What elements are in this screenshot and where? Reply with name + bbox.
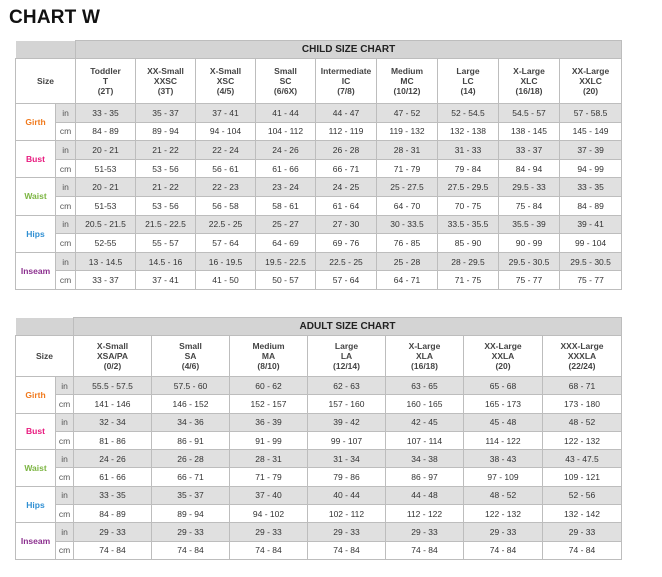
table-cell: 43 - 47.5 xyxy=(543,450,622,468)
size-column-header xyxy=(386,336,464,377)
table-cell: 89 - 94 xyxy=(136,122,196,141)
table-cell: 84 - 94 xyxy=(499,159,560,178)
table-cell: 132 - 138 xyxy=(438,122,499,141)
table-cell: 14.5 - 16 xyxy=(136,252,196,271)
unit-label: in xyxy=(56,178,76,197)
unit-label: cm xyxy=(56,505,74,523)
table-cell: 34 - 38 xyxy=(386,450,464,468)
size-column-l1: XXX-Large xyxy=(560,341,604,351)
table-cell: 56 - 58 xyxy=(196,196,256,215)
table-cell: 86 - 91 xyxy=(152,431,230,449)
size-column-l2: SA xyxy=(184,351,197,361)
table-cell: 24 - 26 xyxy=(74,450,152,468)
table-cell: 23 - 24 xyxy=(256,178,316,197)
table-cell: 74 - 84 xyxy=(386,541,464,559)
table-cell: 13 - 14.5 xyxy=(76,252,136,271)
table-cell: 16 - 19.5 xyxy=(196,252,256,271)
size-column-l1: XX-Small xyxy=(147,66,184,76)
table-cell: 33 - 37 xyxy=(499,141,560,160)
measure-row xyxy=(16,413,622,431)
size-column-header xyxy=(464,336,543,377)
size-column-l3: (16/18) xyxy=(515,86,543,96)
table-cell: 97 - 109 xyxy=(464,468,543,486)
unit-label: cm xyxy=(56,159,76,178)
size-column-header xyxy=(76,59,136,104)
size-column-l1: Small xyxy=(274,66,297,76)
table-cell: 37 - 40 xyxy=(230,486,308,504)
table-cell: 51-53 xyxy=(76,159,136,178)
table-cell: 61 - 66 xyxy=(256,159,316,178)
table-cell: 29 - 33 xyxy=(152,523,230,541)
table-cell: 24 - 25 xyxy=(316,178,377,197)
measure-row xyxy=(16,523,622,541)
measure-label-hips: Hips xyxy=(16,215,56,252)
table-cell: 79 - 86 xyxy=(308,468,386,486)
table-cell: 146 - 152 xyxy=(152,395,230,413)
table-cell: 26 - 28 xyxy=(152,450,230,468)
unit-label: in xyxy=(56,252,76,271)
size-column-l3: (20) xyxy=(583,86,599,96)
size-column-l3: (4/5) xyxy=(216,86,235,96)
size-column-l2: XLC xyxy=(520,76,538,86)
measure-row xyxy=(16,486,622,504)
table-cell: 24 - 26 xyxy=(256,141,316,160)
size-column-l2: XXSC xyxy=(153,76,178,86)
table-cell: 99 - 104 xyxy=(560,234,622,253)
table-cell: 40 - 44 xyxy=(308,486,386,504)
table-cell: 54.5 - 57 xyxy=(499,104,560,123)
size-column-l1: X-Small xyxy=(209,66,242,76)
table-cell: 55.5 - 57.5 xyxy=(74,377,152,395)
table-cell: 21 - 22 xyxy=(136,178,196,197)
size-column-l3: (0/2) xyxy=(103,361,122,371)
measure-row xyxy=(16,395,622,413)
table-cell: 66 - 71 xyxy=(152,468,230,486)
measure-row xyxy=(16,196,622,215)
table-cell: 160 - 165 xyxy=(386,395,464,413)
table-cell: 52 - 54.5 xyxy=(438,104,499,123)
size-column-l3: (3T) xyxy=(157,86,174,96)
table-cell: 27 - 30 xyxy=(316,215,377,234)
table-cell: 19.5 - 22.5 xyxy=(256,252,316,271)
size-column-l3: (22/24) xyxy=(568,361,596,371)
table-cell: 75 - 84 xyxy=(499,196,560,215)
table-cell: 25 - 27 xyxy=(256,215,316,234)
table-cell: 28 - 29.5 xyxy=(438,252,499,271)
measure-row xyxy=(16,450,622,468)
size-column-header xyxy=(543,336,622,377)
size-column-header xyxy=(316,59,377,104)
table-cell: 33 - 35 xyxy=(76,104,136,123)
table-cell: 69 - 76 xyxy=(316,234,377,253)
table-cell: 165 - 173 xyxy=(464,395,543,413)
size-column-l1: X-Large xyxy=(408,341,441,351)
table-cell: 132 - 142 xyxy=(543,505,622,523)
measure-row xyxy=(16,377,622,395)
size-column-l1: Toddler xyxy=(90,66,121,76)
size-column-header xyxy=(560,59,622,104)
table-cell: 36 - 39 xyxy=(230,413,308,431)
table-cell: 91 - 99 xyxy=(230,431,308,449)
table-cell: 26 - 28 xyxy=(316,141,377,160)
table-cell: 47 - 52 xyxy=(377,104,438,123)
table-cell: 31 - 33 xyxy=(438,141,499,160)
table-cell: 138 - 145 xyxy=(499,122,560,141)
size-column-l2: XSC xyxy=(216,76,235,86)
size-column-header xyxy=(377,59,438,104)
size-column-l2: LA xyxy=(340,351,353,361)
table-cell: 35 - 37 xyxy=(152,486,230,504)
table-cell: 45 - 48 xyxy=(464,413,543,431)
size-column-l2: T xyxy=(102,76,109,86)
table-cell: 42 - 45 xyxy=(386,413,464,431)
unit-label: cm xyxy=(56,431,74,449)
table-cell: 74 - 84 xyxy=(464,541,543,559)
table-cell: 25 - 27.5 xyxy=(377,178,438,197)
unit-label: cm xyxy=(56,196,76,215)
table-cell: 60 - 62 xyxy=(230,377,308,395)
table-cell: 119 - 132 xyxy=(377,122,438,141)
table-cell: 63 - 65 xyxy=(386,377,464,395)
table-cell: 48 - 52 xyxy=(543,413,622,431)
unit-label: in xyxy=(56,523,74,541)
size-column-l1: Intermediate xyxy=(320,66,372,76)
table-cell: 122 - 132 xyxy=(464,505,543,523)
unit-label: in xyxy=(56,141,76,160)
size-header: Size xyxy=(16,336,74,377)
table-cell: 107 - 114 xyxy=(386,431,464,449)
size-column-l2: IC xyxy=(341,76,351,86)
unit-label: cm xyxy=(56,395,74,413)
table-cell: 57 - 64 xyxy=(196,234,256,253)
table-cell: 57 - 58.5 xyxy=(560,104,622,123)
child-header-row xyxy=(16,59,622,104)
size-column-l2: XSA/PA xyxy=(96,351,129,361)
size-column-l2: LC xyxy=(462,76,474,86)
table-cell: 37 - 41 xyxy=(196,104,256,123)
table-cell: 74 - 84 xyxy=(308,541,386,559)
table-cell: 29 - 33 xyxy=(386,523,464,541)
size-column-l3: (20) xyxy=(495,361,511,371)
table-cell: 27.5 - 29.5 xyxy=(438,178,499,197)
table-cell: 90 - 99 xyxy=(499,234,560,253)
table-cell: 56 - 61 xyxy=(196,159,256,178)
table-cell: 104 - 112 xyxy=(256,122,316,141)
table-cell: 20 - 21 xyxy=(76,178,136,197)
size-column-l1: X-Large xyxy=(513,66,545,76)
table-cell: 29.5 - 33 xyxy=(499,178,560,197)
size-column-l2: XXXLA xyxy=(567,351,597,361)
table-cell: 74 - 84 xyxy=(543,541,622,559)
table-cell: 20.5 - 21.5 xyxy=(76,215,136,234)
table-cell: 74 - 84 xyxy=(152,541,230,559)
unit-label: in xyxy=(56,215,76,234)
measure-row xyxy=(16,468,622,486)
table-cell: 102 - 112 xyxy=(308,505,386,523)
adult-title-row xyxy=(16,318,622,336)
table-cell: 122 - 132 xyxy=(543,431,622,449)
table-cell: 68 - 71 xyxy=(543,377,622,395)
unit-label: cm xyxy=(56,122,76,141)
table-cell: 145 - 149 xyxy=(560,122,622,141)
unit-label: in xyxy=(56,486,74,504)
measure-row xyxy=(16,431,622,449)
table-cell: 84 - 89 xyxy=(560,196,622,215)
unit-label: in xyxy=(56,450,74,468)
table-cell: 65 - 68 xyxy=(464,377,543,395)
table-cell: 22 - 23 xyxy=(196,178,256,197)
corner-blank xyxy=(16,41,76,59)
table-cell: 28 - 31 xyxy=(230,450,308,468)
table-cell: 33.5 - 35.5 xyxy=(438,215,499,234)
table-cell: 112 - 122 xyxy=(386,505,464,523)
table-cell: 29 - 33 xyxy=(230,523,308,541)
table-cell: 94 - 102 xyxy=(230,505,308,523)
measure-row xyxy=(16,104,622,123)
table-cell: 57.5 - 60 xyxy=(152,377,230,395)
table-cell: 33 - 37 xyxy=(76,271,136,290)
size-column-l2: SC xyxy=(279,76,292,86)
size-column-header xyxy=(256,59,316,104)
table-cell: 21.5 - 22.5 xyxy=(136,215,196,234)
table-cell: 71 - 79 xyxy=(230,468,308,486)
table-cell: 66 - 71 xyxy=(316,159,377,178)
table-cell: 20 - 21 xyxy=(76,141,136,160)
measure-label-bust: Bust xyxy=(16,141,56,178)
table-cell: 173 - 180 xyxy=(543,395,622,413)
size-column-l3: (6/6X) xyxy=(273,86,298,96)
size-column-header xyxy=(308,336,386,377)
table-cell: 25 - 28 xyxy=(377,252,438,271)
corner-blank xyxy=(16,318,74,336)
size-column-l1: Small xyxy=(179,341,202,351)
table-cell: 57 - 64 xyxy=(316,271,377,290)
table-cell: 84 - 89 xyxy=(76,122,136,141)
table-cell: 29 - 33 xyxy=(74,523,152,541)
table-cell: 89 - 94 xyxy=(152,505,230,523)
measure-label-girth: Girth xyxy=(16,104,56,141)
size-column-l1: X-Small xyxy=(96,341,129,351)
table-cell: 29 - 33 xyxy=(308,523,386,541)
table-cell: 157 - 160 xyxy=(308,395,386,413)
unit-label: in xyxy=(56,413,74,431)
table-cell: 33 - 35 xyxy=(74,486,152,504)
size-column-header xyxy=(152,336,230,377)
size-column-l1: XX-Large xyxy=(571,66,610,76)
measure-label-waist: Waist xyxy=(16,178,56,215)
table-cell: 74 - 84 xyxy=(230,541,308,559)
size-column-l1: Medium xyxy=(252,341,285,351)
table-cell: 75 - 77 xyxy=(560,271,622,290)
table-cell: 22.5 - 25 xyxy=(196,215,256,234)
size-column-l2: XXLC xyxy=(579,76,602,86)
table-cell: 52 - 56 xyxy=(543,486,622,504)
table-cell: 30 - 33.5 xyxy=(377,215,438,234)
measure-label-inseam: Inseam xyxy=(16,252,56,289)
table-cell: 28 - 31 xyxy=(377,141,438,160)
table-cell: 64 - 71 xyxy=(377,271,438,290)
size-column-header xyxy=(230,336,308,377)
measure-label-waist: Waist xyxy=(16,450,56,487)
table-cell: 53 - 56 xyxy=(136,196,196,215)
table-cell: 22.5 - 25 xyxy=(316,252,377,271)
size-column-l3: (4/6) xyxy=(181,361,200,371)
size-column-l3: (16/18) xyxy=(411,361,438,371)
size-column-l1: Large xyxy=(456,66,480,76)
table-cell: 48 - 52 xyxy=(464,486,543,504)
table-cell: 58 - 61 xyxy=(256,196,316,215)
table-cell: 21 - 22 xyxy=(136,141,196,160)
measure-row xyxy=(16,252,622,271)
table-cell: 38 - 43 xyxy=(464,450,543,468)
measure-row xyxy=(16,178,622,197)
unit-label: cm xyxy=(56,271,76,290)
table-cell: 34 - 36 xyxy=(152,413,230,431)
table-cell: 64 - 70 xyxy=(377,196,438,215)
table-cell: 79 - 84 xyxy=(438,159,499,178)
page-title: CHART W xyxy=(9,7,101,28)
unit-label: in xyxy=(56,104,76,123)
table-cell: 22 - 24 xyxy=(196,141,256,160)
measure-label-inseam: Inseam xyxy=(16,523,56,560)
size-column-l2: XLA xyxy=(416,351,433,361)
measure-label-girth: Girth xyxy=(16,377,56,414)
size-column-header xyxy=(136,59,196,104)
table-cell: 39 - 41 xyxy=(560,215,622,234)
size-column-l1: XX-Large xyxy=(484,341,522,351)
table-cell: 70 - 75 xyxy=(438,196,499,215)
measure-row xyxy=(16,141,622,160)
size-column-l3: (2T) xyxy=(97,86,114,96)
adult-size-chart xyxy=(15,317,622,560)
table-cell: 152 - 157 xyxy=(230,395,308,413)
table-cell: 32 - 34 xyxy=(74,413,152,431)
size-column-l3: (12/14) xyxy=(333,361,360,371)
table-cell: 81 - 86 xyxy=(74,431,152,449)
measure-row xyxy=(16,505,622,523)
table-cell: 37 - 39 xyxy=(560,141,622,160)
size-column-l3: (14) xyxy=(460,86,476,96)
table-cell: 64 - 69 xyxy=(256,234,316,253)
size-column-l2: XXLA xyxy=(491,351,515,361)
size-column-l1: Medium xyxy=(390,66,424,76)
table-cell: 74 - 84 xyxy=(74,541,152,559)
size-column-l1: Large xyxy=(334,341,359,351)
adult-chart-title: ADULT SIZE CHART xyxy=(74,318,622,336)
size-column-header xyxy=(438,59,499,104)
measure-row xyxy=(16,215,622,234)
size-header: Size xyxy=(16,59,76,104)
table-cell: 41 - 44 xyxy=(256,104,316,123)
table-cell: 29.5 - 30.5 xyxy=(560,252,622,271)
table-cell: 39 - 42 xyxy=(308,413,386,431)
table-cell: 62 - 63 xyxy=(308,377,386,395)
table-cell: 37 - 41 xyxy=(136,271,196,290)
table-cell: 31 - 34 xyxy=(308,450,386,468)
table-cell: 44 - 47 xyxy=(316,104,377,123)
child-title-row xyxy=(16,41,622,59)
table-cell: 61 - 66 xyxy=(74,468,152,486)
unit-label: cm xyxy=(56,234,76,253)
unit-label: cm xyxy=(56,468,74,486)
unit-label: cm xyxy=(56,541,74,559)
table-cell: 94 - 99 xyxy=(560,159,622,178)
table-cell: 50 - 57 xyxy=(256,271,316,290)
table-cell: 109 - 121 xyxy=(543,468,622,486)
measure-row xyxy=(16,234,622,253)
size-column-header xyxy=(196,59,256,104)
measure-row xyxy=(16,541,622,559)
table-cell: 86 - 97 xyxy=(386,468,464,486)
table-cell: 29.5 - 30.5 xyxy=(499,252,560,271)
size-column-l2: MC xyxy=(400,76,414,86)
table-cell: 71 - 79 xyxy=(377,159,438,178)
table-cell: 85 - 90 xyxy=(438,234,499,253)
adult-header-row xyxy=(16,336,622,377)
table-cell: 52-55 xyxy=(76,234,136,253)
table-cell: 55 - 57 xyxy=(136,234,196,253)
table-cell: 99 - 107 xyxy=(308,431,386,449)
table-cell: 51-53 xyxy=(76,196,136,215)
child-size-chart xyxy=(15,40,622,290)
table-cell: 35.5 - 39 xyxy=(499,215,560,234)
table-cell: 114 - 122 xyxy=(464,431,543,449)
measure-row xyxy=(16,122,622,141)
table-cell: 84 - 89 xyxy=(74,505,152,523)
table-cell: 75 - 77 xyxy=(499,271,560,290)
measure-label-hips: Hips xyxy=(16,486,56,523)
table-cell: 76 - 85 xyxy=(377,234,438,253)
child-chart-title: CHILD SIZE CHART xyxy=(76,41,622,59)
table-cell: 29 - 33 xyxy=(543,523,622,541)
measure-row xyxy=(16,271,622,290)
table-cell: 53 - 56 xyxy=(136,159,196,178)
size-column-header xyxy=(499,59,560,104)
table-cell: 29 - 33 xyxy=(464,523,543,541)
table-cell: 112 - 119 xyxy=(316,122,377,141)
size-column-l3: (7/8) xyxy=(337,86,355,96)
table-cell: 94 - 104 xyxy=(196,122,256,141)
size-column-l2: MA xyxy=(261,351,276,361)
size-column-l3: (8/10) xyxy=(257,361,280,371)
measure-row xyxy=(16,159,622,178)
size-column-header xyxy=(74,336,152,377)
table-cell: 35 - 37 xyxy=(136,104,196,123)
unit-label: in xyxy=(56,377,74,395)
table-cell: 141 - 146 xyxy=(74,395,152,413)
table-cell: 44 - 48 xyxy=(386,486,464,504)
table-cell: 41 - 50 xyxy=(196,271,256,290)
table-cell: 71 - 75 xyxy=(438,271,499,290)
size-column-l3: (10/12) xyxy=(393,86,421,96)
table-cell: 61 - 64 xyxy=(316,196,377,215)
measure-label-bust: Bust xyxy=(16,413,56,450)
table-cell: 33 - 35 xyxy=(560,178,622,197)
